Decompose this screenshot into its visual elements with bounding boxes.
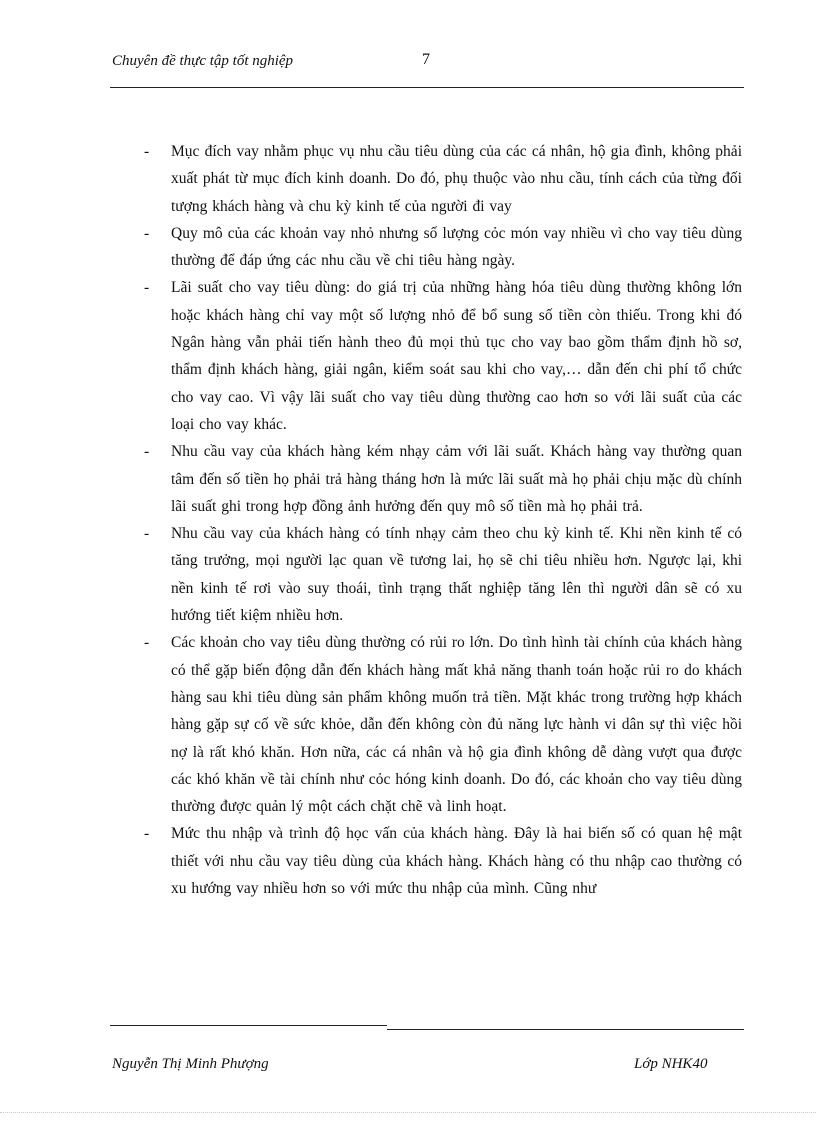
bullet-marker: -: [144, 525, 150, 543]
header-divider: [110, 87, 744, 88]
list-item-text: Mức thu nhập và trình độ học vấn của khách hàng. Đây là hai biến số có quan hệ mật thiết với nhu cầu vay tiêu dùng của khách hàng. Khách hàng có thu nhập cao thường có xu hướng vay nhiều hơn so với mức thu nhập của mình. Cũng như: [171, 825, 742, 898]
list-item-text: Quy mô của các khoản vay nhỏ nhưng số lượng cỏc món vay nhiều vì cho vay tiêu dùng thường để đáp ứng các nhu cầu về chi tiêu hàng ngày.: [171, 224, 742, 270]
list-item-text: Nhu cầu vay của khách hàng kém nhạy cảm với lãi suất. Khách hàng vay thường quan tâm đến số tiền họ phải trả hàng tháng hơn là mức lãi suất mà họ phải chịu mặc dù chính lãi suất ghi trong hợp đồng ảnh hưởng đến quy mô số tiền mà họ phải trả.: [171, 443, 742, 515]
bullet-marker: -: [144, 825, 150, 843]
bullet-marker: -: [144, 443, 150, 461]
list-item: [140, 629, 742, 820]
body-content: [140, 138, 742, 902]
footer-divider-left: [110, 1025, 387, 1026]
list-item: [140, 520, 742, 629]
list-item: [140, 438, 742, 520]
footer-class-label: Lớp NHK40: [634, 1056, 708, 1072]
page-bottom-edge: [0, 1112, 816, 1113]
bullet-marker: -: [144, 224, 150, 242]
page-number: 7: [422, 51, 430, 68]
header-title: Chuyên đề thực tập tốt nghiệp: [112, 53, 294, 69]
list-item-text: Các khoản cho vay tiêu dùng thường có rủi ro lớn. Do tình hình tài chính của khách hàng có thể gặp biến động dẫn đến khách hàng mất khả năng thanh toán hoặc rủi ro do khách hàng sau khi tiêu dùng sản phẩm không muốn trả tiền. Mặt khác trong trường hợp khách hàng gặp sự cố về sức khỏe, dẫn đến không còn đủ năng lực hành vi dân sự thì việc hồi nợ là rất khó khăn. Hơn nữa, các cá nhân và hộ gia đình không dễ dàng vượt qua được các khó khăn về tài chính như cỏc hóng kinh doanh. Do đó, các khoản cho vay tiêu dùng thường được quản lý một cách chặt chẽ và linh hoạt.: [171, 634, 742, 816]
list-item-text: Lãi suất cho vay tiêu dùng: do giá trị của những hàng hóa tiêu dùng thường không lớn hoặc khách hàng chỉ vay một số lượng nhỏ để bổ sung số tiền còn thiếu. Trong khi đó Ngân hàng vẫn phải tiến hành theo đủ mọi thủ tục cho vay bao gồm thẩm định hồ sơ, thẩm định khách hàng, giải ngân, kiểm soát sau khi cho vay,… dẫn đến chi phí tổ chức cho vay cao. Vì vậy lãi suất cho vay tiêu dùng thường cao hơn so với lãi suất của các loại cho vay khác.: [171, 279, 742, 433]
bullet-marker: -: [144, 279, 150, 297]
footer-divider-right: [387, 1029, 744, 1030]
list-item-text: Mục đích vay nhằm phục vụ nhu cầu tiêu dùng của các cá nhân, hộ gia đình, không phải xuất phát từ mục đích kinh doanh. Do đó, phụ thuộc vào nhu cầu, tính cách của từng đối tượng khách hàng và chu kỳ kinh tế của người đi vay: [171, 143, 742, 215]
list-item: [140, 138, 742, 220]
footer-author: Nguyễn Thị Minh Phượng: [112, 1056, 269, 1072]
list-item-text: Nhu cầu vay của khách hàng có tính nhạy cảm theo chu kỳ kinh tế. Khi nền kinh tế có tăng trưởng, mọi người lạc quan về tương lai, họ sẽ chi tiêu nhiều hơn. Ngược lại, khi nền kinh tế rơi vào suy thoái, tình trạng thất nghiệp tăng lên thì người dân sẽ có xu hướng tiết kiệm nhiều hơn.: [171, 525, 742, 625]
list-item: [140, 220, 742, 275]
list-item: [140, 274, 742, 438]
page-header: [112, 50, 744, 78]
bullet-marker: -: [144, 634, 150, 652]
list-item: [140, 820, 742, 902]
bullet-marker: -: [144, 143, 150, 160]
